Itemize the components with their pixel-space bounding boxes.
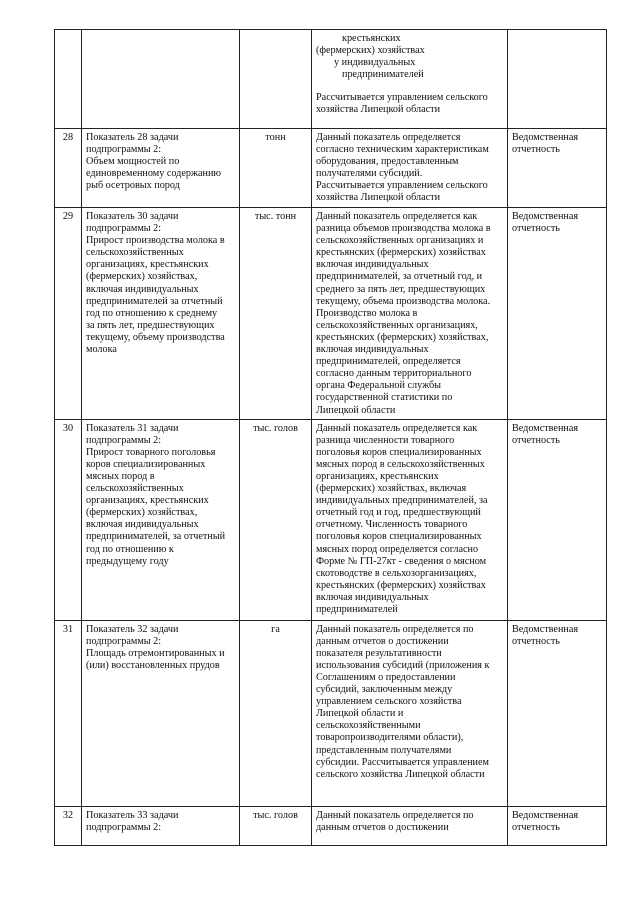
text-line: Показатель 32 задачи	[86, 623, 179, 635]
text-line: Ведомственная	[512, 809, 579, 821]
text-line: разница численности товарного	[316, 434, 455, 446]
unit-of-measure: тыс. голов	[240, 419, 312, 620]
row-number: 28	[55, 129, 82, 208]
text-line: рыб осетровых пород	[86, 180, 180, 192]
text-line: коров специализированных	[86, 458, 206, 470]
text-line: включая индивидуальных	[316, 591, 429, 603]
calculation-method	[312, 419, 508, 620]
indicator-name	[82, 419, 240, 620]
table-row-continuation	[55, 30, 607, 129]
data-source	[508, 419, 607, 620]
text-line: подпрограммы 2:	[86, 635, 162, 647]
text-line: предпринимателей, за отчетный год, и	[316, 271, 483, 283]
text-line: сельскохозяйственных	[86, 483, 184, 495]
text-line: Данный показатель определяется	[316, 132, 461, 143]
text-line: Данный показатель определяется по	[316, 809, 474, 821]
calculation-method	[312, 806, 508, 845]
row-number: 31	[55, 620, 82, 806]
text-line: мясных пород в сельскохозяйственных	[316, 458, 485, 470]
row-number: 30	[55, 419, 82, 620]
text-line: Показатель 31 задачи	[86, 422, 179, 434]
method-line: предпринимателей	[342, 69, 424, 81]
text-line: Ведомственная	[512, 422, 579, 434]
method-line: Рассчитывается управлением сельского	[316, 92, 488, 104]
text-line: Липецкой области	[316, 404, 396, 416]
spacer	[316, 81, 503, 92]
text-line: Рассчитывается управлением сельского	[316, 180, 488, 192]
text-line: подпрограммы 2:	[86, 144, 162, 156]
text-line: Показатель 28 задачи	[86, 132, 179, 143]
text-line: хозяйства Липецкой области	[316, 192, 441, 204]
text-line: субсидий, заключенным между	[316, 684, 453, 696]
text-line: Прирост товарного поголовья	[86, 446, 216, 458]
text-line: отчетность	[512, 434, 560, 446]
text-line: данным отчетов о достижении	[316, 635, 449, 647]
text-line: предпринимателей за отчетный	[86, 295, 223, 307]
text-line: Данный показатель определяется по	[316, 623, 474, 635]
calculation-method	[312, 208, 508, 420]
text-line: Производство молока в	[316, 307, 418, 319]
text-line: подпрограммы 2:	[86, 223, 162, 235]
text-line: скотоводстве в сельхозорганизациях,	[316, 567, 477, 579]
text-line: отчетный год и год, предшествующий	[316, 507, 481, 519]
text-line: сельскохозяйственных организациях,	[316, 319, 478, 331]
data-source	[508, 620, 607, 806]
text-line: отчетность	[512, 223, 560, 235]
text-line: органа Федеральной службы	[316, 380, 442, 392]
text-line: Объем мощностей по	[86, 156, 180, 168]
text-line: крестьянских (фермерских) хозяйствах	[316, 579, 486, 591]
text-line: показателя результативности	[316, 647, 442, 659]
text-line: предпринимателей, за отчетный	[86, 531, 226, 543]
method-line: крестьянских	[342, 33, 401, 44]
text-line: Ведомственная	[512, 132, 579, 143]
text-line: сельскохозяйственных организациях и	[316, 235, 484, 247]
data-source	[508, 129, 607, 208]
text-line: отчетность	[512, 821, 560, 833]
text-line: согласно данным территориального	[316, 368, 472, 380]
text-line: Соглашениям о предоставлении	[316, 671, 456, 683]
text-line: мясных пород определяется согласно	[316, 543, 479, 555]
text-line: отчетность	[512, 635, 560, 647]
text-line: (фермерских) хозяйствах, включая	[316, 483, 467, 495]
text-line: согласно техническим характеристикам	[316, 144, 489, 156]
text-line: субсидии. Рассчитывается управлением	[316, 756, 489, 768]
text-line: (фермерских) хозяйствах,	[86, 271, 198, 283]
text-line: Прирост производства молока в	[86, 235, 225, 247]
calculation-method	[312, 620, 508, 806]
indicator-name	[82, 129, 240, 208]
indicator-name	[82, 806, 240, 845]
text-line: Форме № ГП-27кт - сведения о мясном	[316, 555, 487, 567]
text-line: Площадь отремонтированных и	[86, 647, 225, 659]
text-line: включая индивидуальных	[316, 344, 429, 356]
unit-of-measure: тыс. голов	[240, 806, 312, 845]
data-source	[508, 806, 607, 845]
table-row	[55, 129, 607, 208]
text-line: организациях, крестьянских	[86, 259, 209, 271]
text-line: поголовья коров специализированных	[316, 446, 482, 458]
calculation-method	[312, 129, 508, 208]
text-line: сельскохозяйственными	[316, 720, 421, 732]
text-line: предпринимателей, определяется	[316, 356, 461, 368]
text-line: предпринимателей	[316, 604, 398, 615]
cell-method	[312, 30, 508, 129]
text-line: молока	[86, 344, 117, 356]
text-line: подпрограммы 2:	[86, 434, 162, 446]
row-number: 32	[55, 806, 82, 845]
text-line: данным отчетов о достижении	[316, 821, 449, 833]
text-line: единовременному содержанию	[86, 168, 222, 180]
cell-unit	[240, 30, 312, 129]
table-row	[55, 620, 607, 806]
table-row	[55, 208, 607, 420]
text-line: представленным получателями	[316, 744, 452, 756]
text-line: отчетному. Численность товарного	[316, 519, 468, 531]
text-line: отчетность	[512, 144, 560, 156]
text-line: включая индивидуальных	[86, 283, 199, 295]
text-line: сельскохозяйственных	[86, 247, 184, 259]
text-line: индивидуальных предпринимателей, за	[316, 495, 488, 507]
row-number: 29	[55, 208, 82, 420]
text-line: год по отношению к	[86, 543, 174, 555]
method-line: (фермерских) хозяйствах	[316, 45, 425, 57]
text-line: текущему, объема производства молока.	[316, 295, 491, 307]
text-line: разница объемов производства молока в	[316, 223, 491, 235]
text-line: использования субсидий (приложения к	[316, 659, 490, 671]
text-line: товаропроизводителями области),	[316, 732, 464, 744]
text-line: Данный показатель определяется как	[316, 422, 478, 434]
text-line: получателями субсидий.	[316, 168, 423, 180]
unit-of-measure: тыс. тонн	[240, 208, 312, 420]
text-line: крестьянских (фермерских) хозяйствах,	[316, 331, 489, 343]
text-line: включая индивидуальных	[316, 259, 429, 271]
indicator-table	[54, 29, 607, 846]
text-line: управлением сельского хозяйства	[316, 696, 462, 708]
cell-source	[508, 30, 607, 129]
text-line: Ведомственная	[512, 623, 579, 635]
text-line: крестьянских (фермерских) хозяйствах	[316, 247, 486, 259]
text-line: Показатель 30 задачи	[86, 211, 179, 222]
text-line: среднего за пять лет, предшествующих	[316, 283, 486, 295]
table-row	[55, 419, 607, 620]
text-line: за пять лет, предшествующих	[86, 319, 215, 331]
text-line: текущему, объему производства	[86, 331, 225, 343]
text-line: Данный показатель определяется как	[316, 211, 478, 222]
text-line: оборудования, предоставленным	[316, 156, 459, 168]
text-line: (фермерских) хозяйствах,	[86, 507, 198, 519]
table-row	[55, 806, 607, 845]
indicator-name	[82, 620, 240, 806]
text-line: организациях, крестьянских	[86, 495, 209, 507]
text-line: сельского хозяйства Липецкой области	[316, 768, 485, 780]
text-line: Ведомственная	[512, 211, 579, 222]
method-line: у индивидуальных	[334, 57, 416, 69]
text-line: Липецкой области и	[316, 708, 404, 720]
indicator-name	[82, 208, 240, 420]
cell-name	[82, 30, 240, 129]
cell-num	[55, 30, 82, 129]
text-line: государственной статистики по	[316, 392, 453, 404]
method-line: хозяйства Липецкой области	[316, 104, 441, 116]
text-line: включая индивидуальных	[86, 519, 199, 531]
text-line: Показатель 33 задачи	[86, 809, 179, 821]
text-line: предыдущему году	[86, 555, 169, 567]
text-line: организациях, крестьянских	[316, 470, 439, 482]
text-line: подпрограммы 2:	[86, 821, 162, 833]
text-line: мясных пород в	[86, 470, 155, 482]
data-source	[508, 208, 607, 420]
unit-of-measure: га	[240, 620, 312, 806]
text-line: поголовья коров специализированных	[316, 531, 482, 543]
unit-of-measure: тонн	[240, 129, 312, 208]
text-line: год по отношению к среднему	[86, 307, 218, 319]
text-line: (или) восстановленных прудов	[86, 659, 220, 671]
